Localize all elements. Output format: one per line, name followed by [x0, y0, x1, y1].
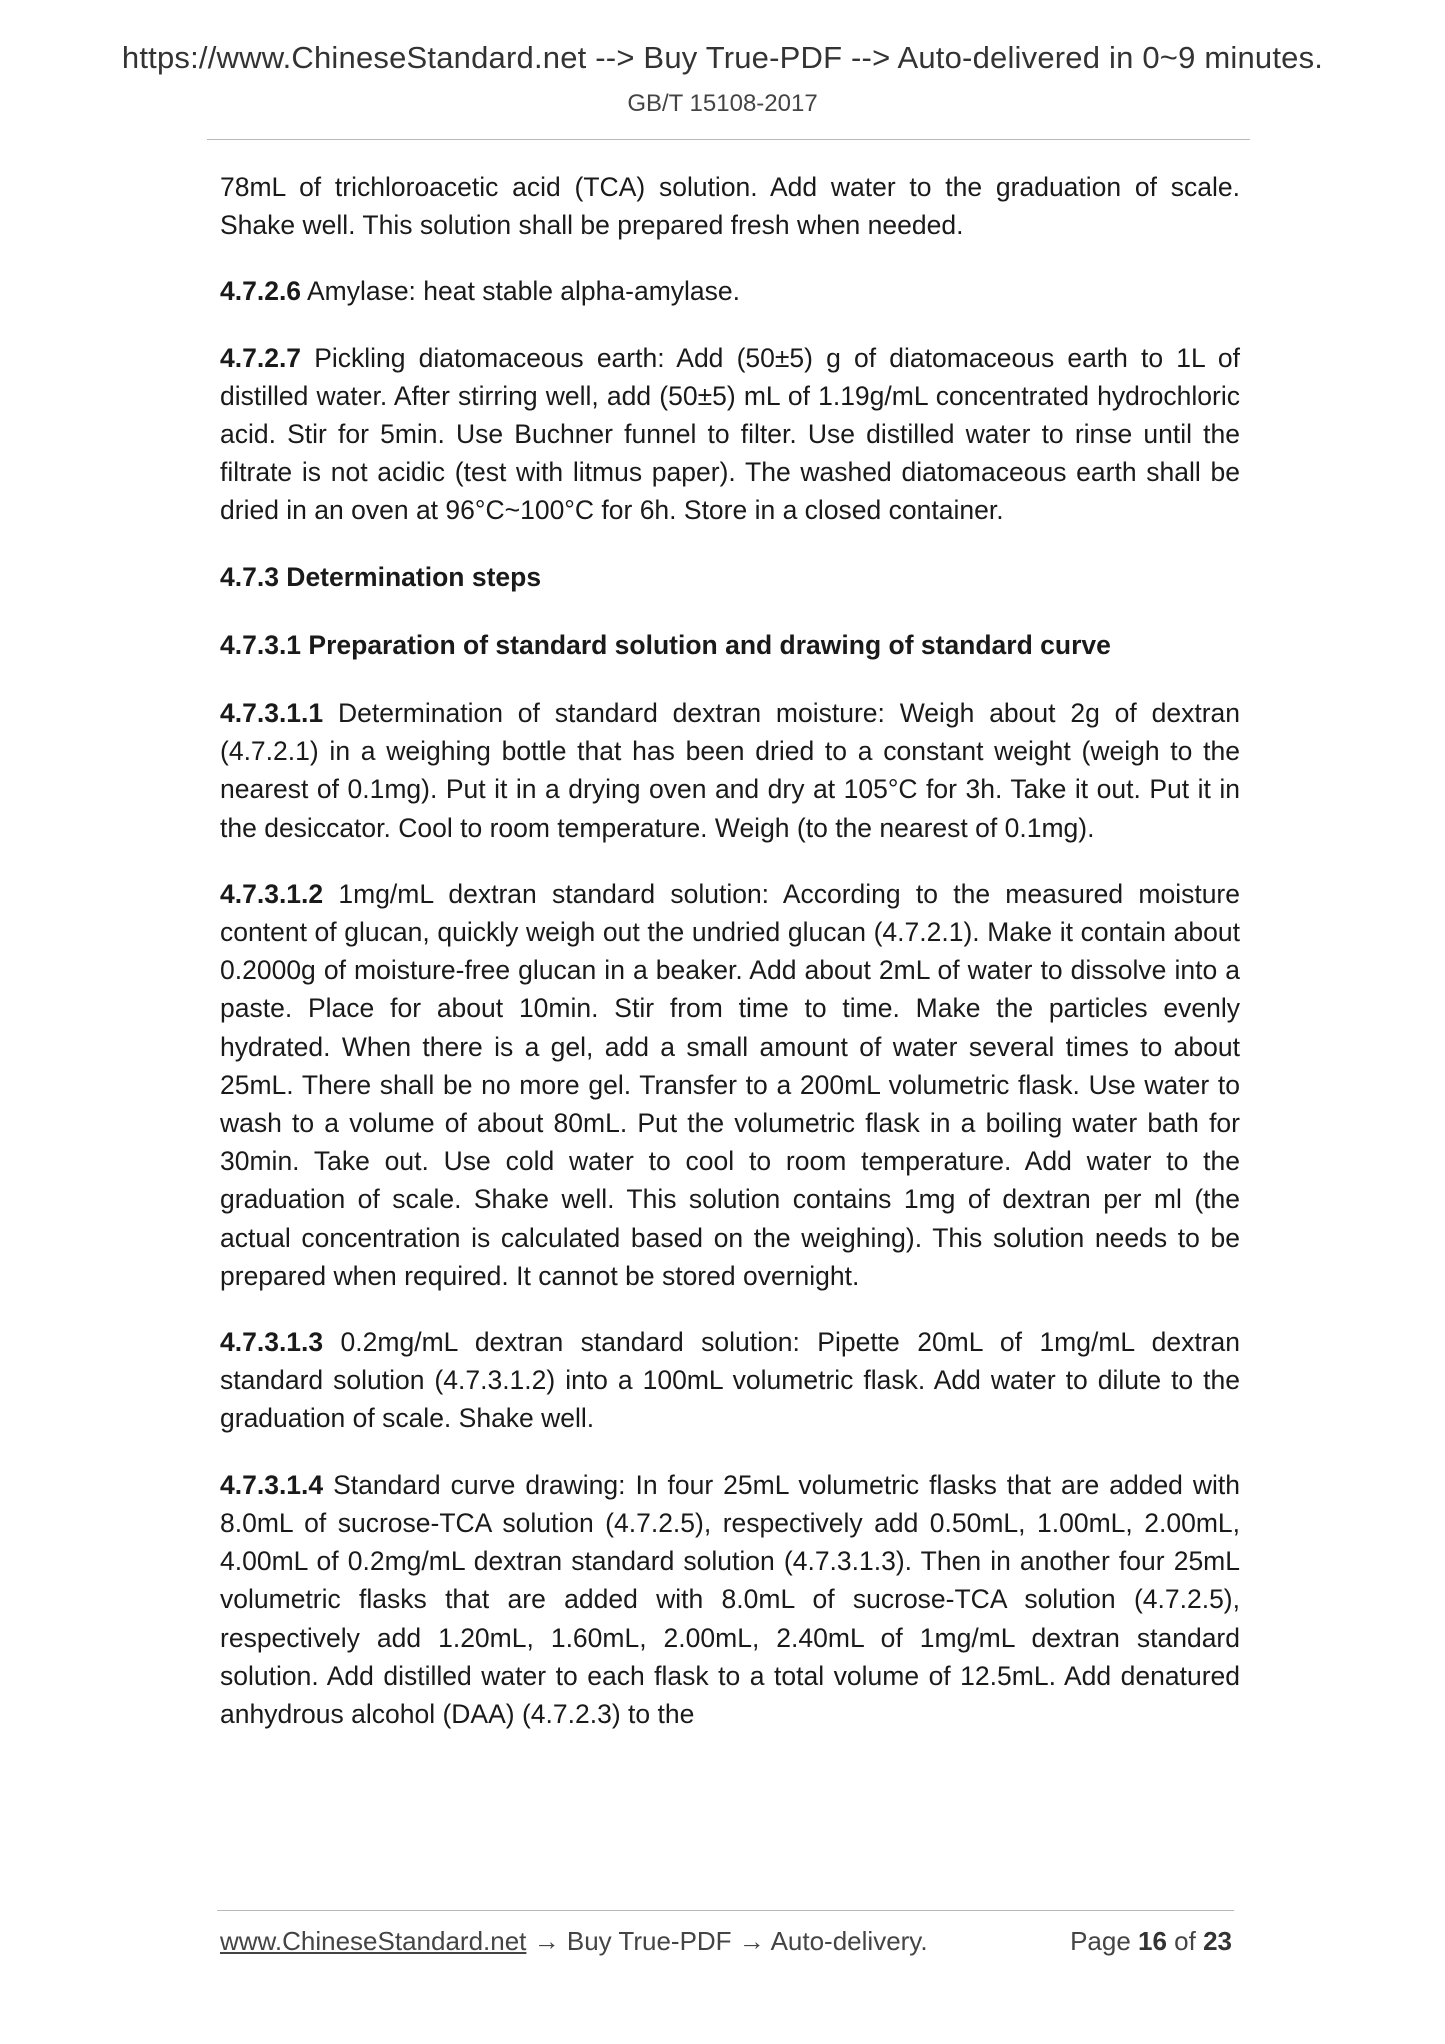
- footer-site-link[interactable]: www.ChineseStandard.net: [220, 1926, 527, 1956]
- clause-4-7-3-1-4: [220, 1466, 1240, 1733]
- clause-text: 1mg/mL dextran standard solution: According to the measured moisture content of glucan, quickly weigh out the undried glucan (4.7.2.1). Make it contain about 0.2000g of moisture-free glucan in a beaker. Add about 2mL of water to dissolve into a paste. Place for about 10min. Stir from time to time. Make the particles evenly hydrated. When there is a gel, add a small amount of water several times to about 25mL. There shall be no more gel. Transfer to a 200mL volumetric flask. Use water to wash to a volume of about 80mL. Put the volumetric flask in a boiling water bath for 30min. Take out. Use cold water to cool to room temperature. Add water to the graduation of scale. Shake well. This solution contains 1mg of dextran per ml (the actual concentration is calculated based on the weighing). This solution needs to be prepared when required. It cannot be stored overnight.: [220, 878, 1240, 1291]
- clause-text: Determination of standard dextran moisture: Weigh about 2g of dextran (4.7.2.1) in a weighing bottle that has been dried to a constant weight (weigh to the nearest of 0.1mg). Put it in a drying oven and dry at 105°C for 3h. Take it out. Put it in the desiccator. Cool to room temperature. Weigh (to the nearest of 0.1mg).: [220, 698, 1240, 843]
- clause-4-7-3-1-3: [220, 1323, 1240, 1438]
- footer-divider: [217, 1910, 1234, 1911]
- header-banner: https://www.ChineseStandard.net --> Buy True-PDF --> Auto-delivered in 0~9 minutes.: [121, 40, 1324, 75]
- clause-4-7-3-1-2: [220, 875, 1240, 1295]
- standard-number: GB/T 15108-2017: [627, 90, 818, 117]
- total-pages-number: 23: [1203, 1926, 1232, 1956]
- page-label: Page: [1070, 1926, 1139, 1956]
- clause-4-7-3-1-1: [220, 694, 1240, 847]
- section-heading-4-7-3: 4.7.3 Determination steps: [220, 561, 542, 592]
- current-page-number: 16: [1138, 1926, 1167, 1956]
- clause-text: 0.2mg/mL dextran standard solution: Pipette 20mL of 1mg/mL dextran standard solution (4.7.3.1.2) into a 100mL volumetric flask. Add water to dilute to the graduation of scale. Shake well.: [220, 1327, 1240, 1434]
- clause-number: 4.7.3.1.3: [220, 1327, 324, 1358]
- page-indicator: [1070, 1926, 1232, 1957]
- clause-number: 4.7.2.6: [220, 276, 302, 307]
- clause-number: 4.7.3.1.1: [220, 698, 324, 729]
- clause-number: 4.7.3.1.2: [220, 878, 324, 909]
- clause-number: 4.7.3.1.4: [220, 1469, 324, 1500]
- clause-4-7-2-7: [220, 339, 1240, 530]
- page-body: [220, 168, 1240, 1761]
- clause-number: 4.7.2.7: [220, 342, 302, 373]
- intro-paragraph: 78mL of trichloroacetic acid (TCA) solution. Add water to the graduation of scale. Shake well. This solution shall be prepared fresh when needed.: [220, 172, 1240, 241]
- header-divider: [207, 139, 1250, 140]
- page-footer: [220, 1926, 1232, 1957]
- footer-tagline: → Buy True-PDF → Auto-delivery.: [526, 1926, 928, 1956]
- section-heading-4-7-3-1: 4.7.3.1 Preparation of standard solution and drawing of standard curve: [220, 629, 1111, 660]
- clause-text: Pickling diatomaceous earth: Add (50±5) g of diatomaceous earth to 1L of distilled water. After stirring well, add (50±5) mL of 1.19g/mL concentrated hydrochloric acid. Stir for 5min. Use Buchner funnel to filter. Use distilled water to rinse until the filtrate is not acidic (test with litmus paper). The washed diatomaceous earth shall be dried in an oven at 96°C~100°C for 6h. Store in a closed container.: [220, 342, 1240, 526]
- clause-text: Standard curve drawing: In four 25mL volumetric flasks that are added with 8.0mL of sucrose-TCA solution (4.7.2.5), respectively add 0.50mL, 1.00mL, 2.00mL, 4.00mL of 0.2mg/mL dextran standard solution (4.7.3.1.3). Then in another four 25mL volumetric flasks that are added with 8.0mL of sucrose-TCA solution (4.7.2.5), respectively add 1.20mL, 1.60mL, 2.00mL, 2.40mL of 1mg/mL dextran standard solution. Add distilled water to each flask to a total volume of 12.5mL. Add denatured anhydrous alcohol (DAA) (4.7.2.3) to the: [220, 1469, 1240, 1729]
- page-of-label: of: [1166, 1926, 1204, 1956]
- clause-text: Amylase: heat stable alpha-amylase.: [301, 276, 741, 307]
- clause-4-7-2-6: [220, 272, 1240, 310]
